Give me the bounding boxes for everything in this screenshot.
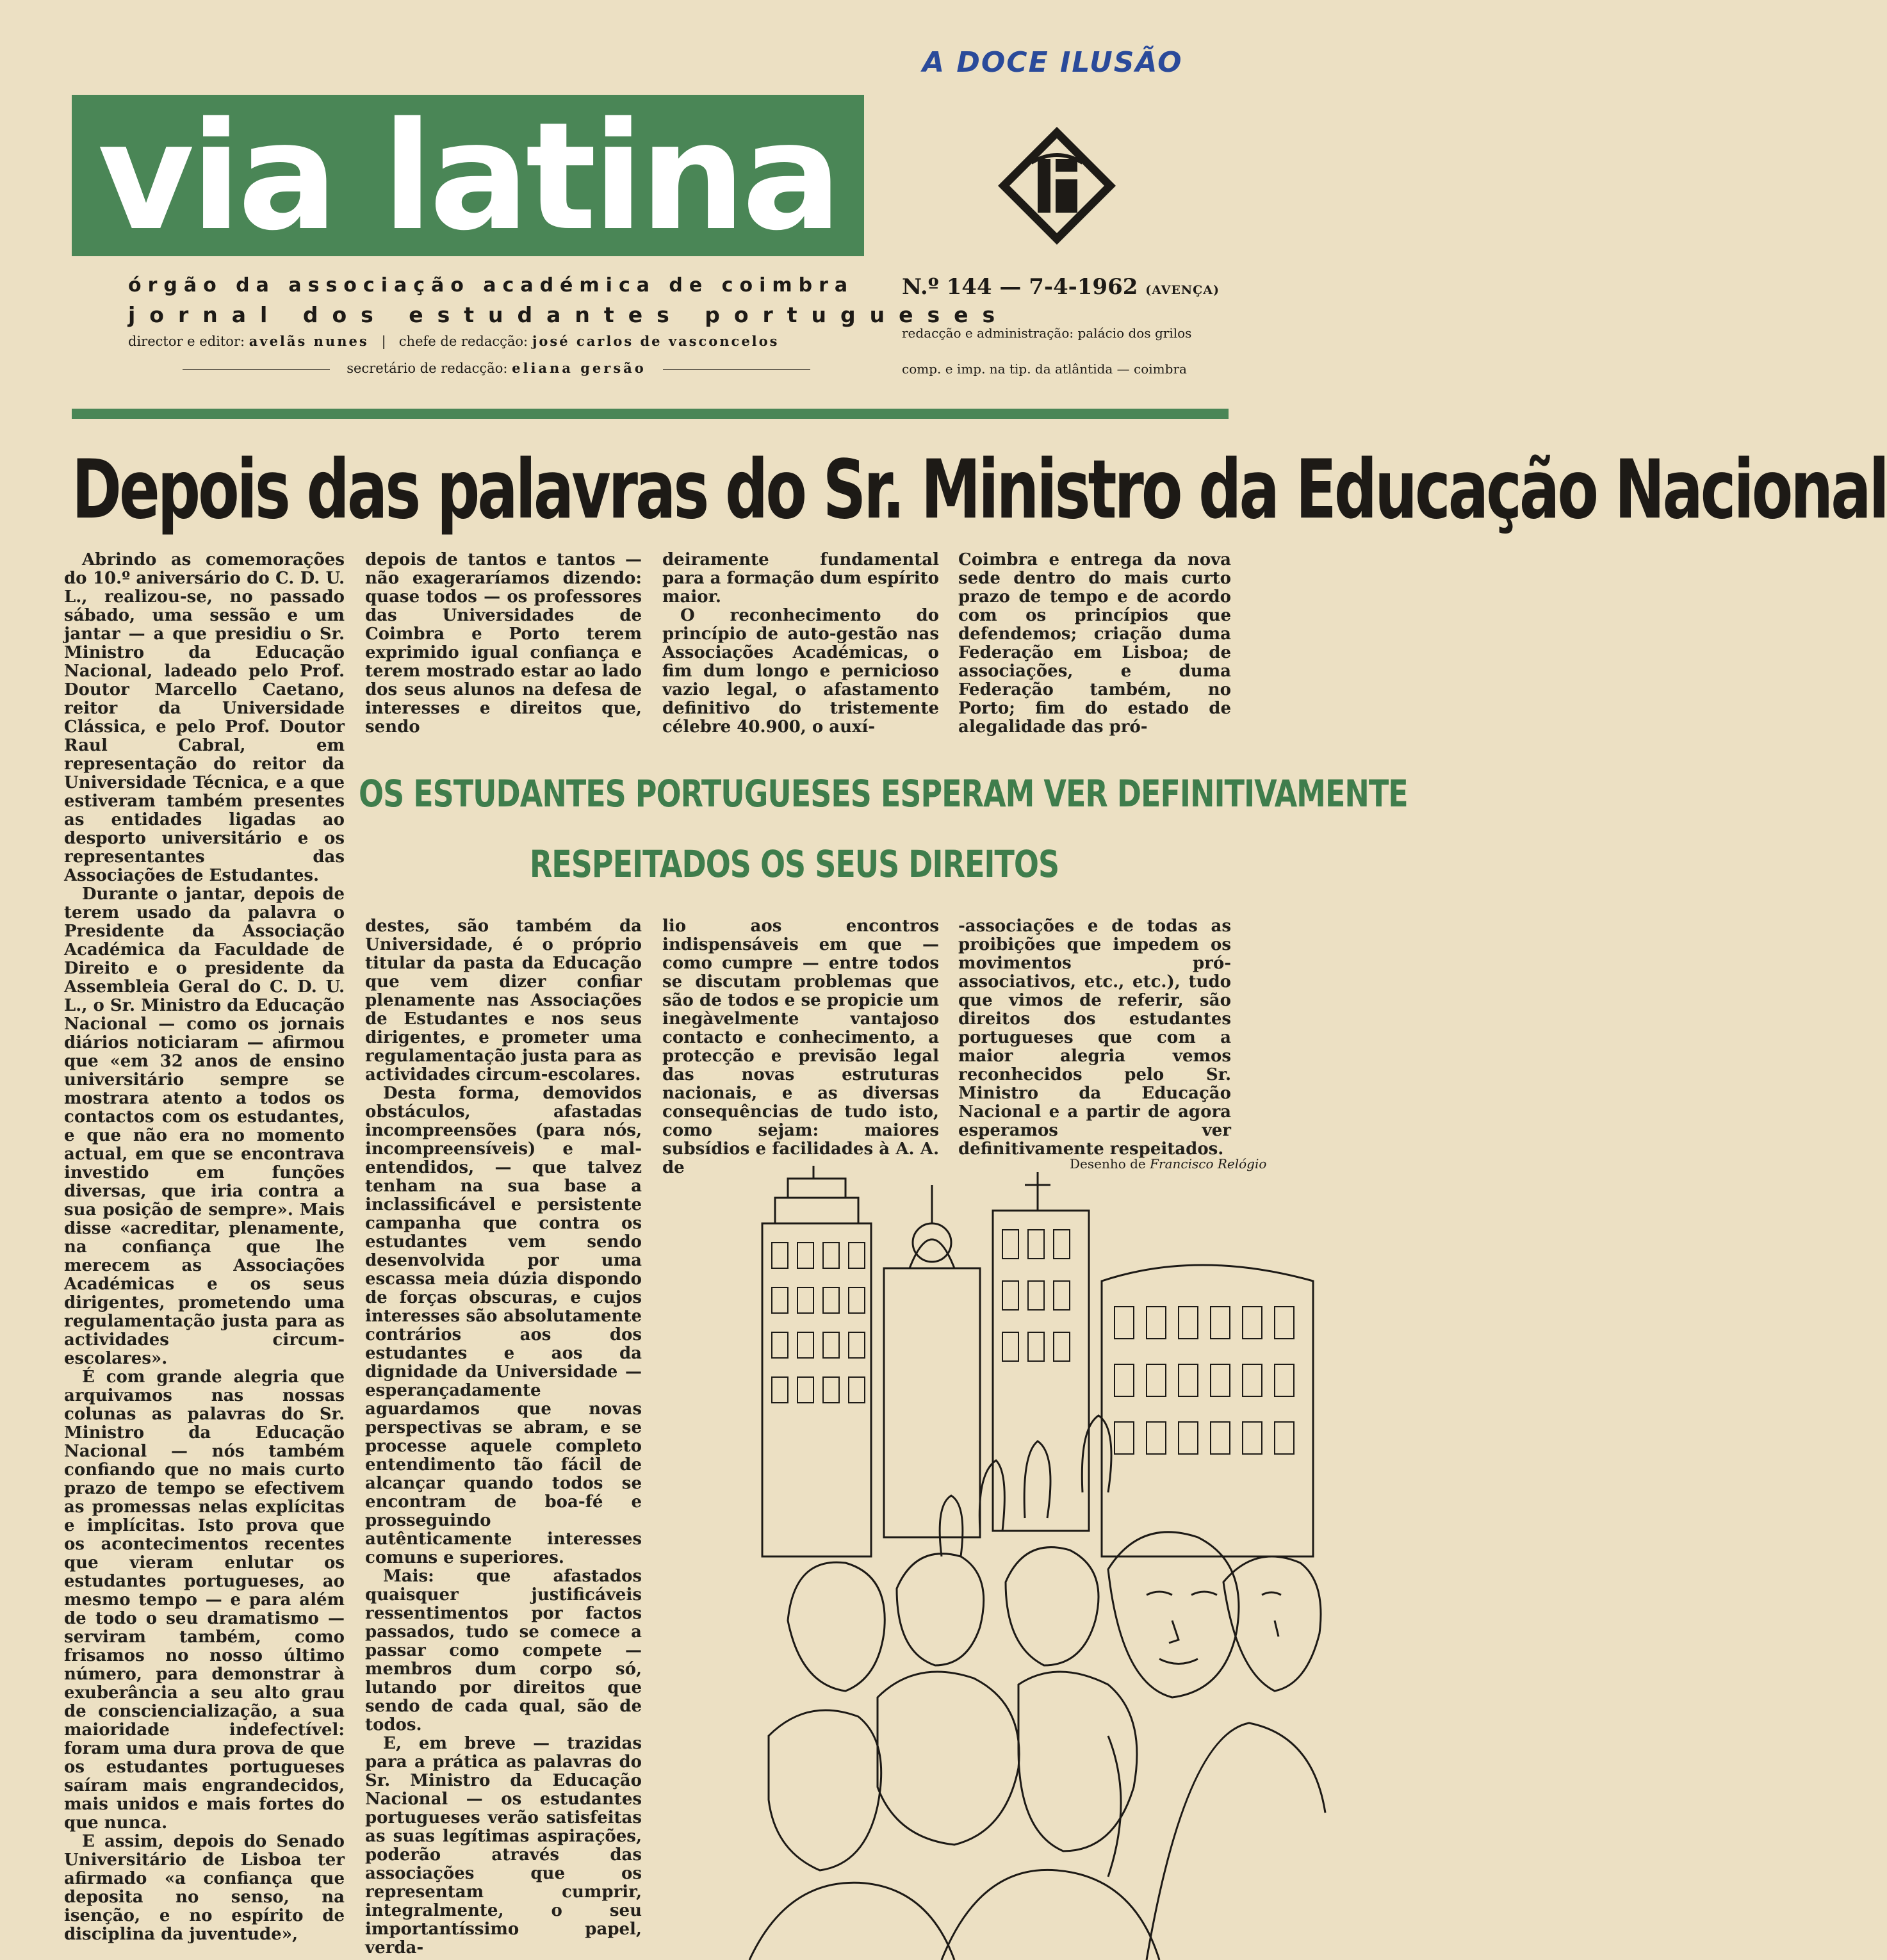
caption-prefix: Desenho de bbox=[1070, 1156, 1146, 1172]
article-column-3-top bbox=[662, 551, 939, 737]
subheadline-line-1: OS ESTUDANTES PORTUGUESES ESPERAM VER DEFINITIVAMENTE bbox=[359, 772, 1408, 815]
subheadline-line-2: RESPEITADOS OS SEUS DIREITOS bbox=[529, 842, 1059, 886]
director-label: director e editor: bbox=[128, 334, 245, 349]
secretary-name: eliana gersão bbox=[512, 360, 646, 376]
masthead-banner bbox=[72, 90, 864, 263]
secretary-line bbox=[128, 360, 865, 376]
issue-avenca: (AVENÇA) bbox=[1145, 283, 1220, 297]
article-column-4-top bbox=[958, 551, 1231, 737]
caption-artist: Francisco Relógio bbox=[1150, 1156, 1267, 1172]
issue-date: N.º 144 — 7-4-1962 bbox=[902, 274, 1138, 300]
academic-association-emblem bbox=[993, 122, 1121, 250]
article-column-2-top bbox=[365, 551, 642, 737]
article-paragraph: deiramente fundamental para a formação dum espírito maior. bbox=[662, 550, 939, 607]
article-paragraph: lio aos encontros indispensáveis em que — como cumpre — entre todos se discutam problemas que são de todos e se propicie um inegàvelmente vantajoso contacto e conhecimento, a protecção e previsão legal das novas estruturas nacionais, e as diversas consequências de tudo isto, como sejam: maiores subsídios e facilidades à A. A. de bbox=[662, 917, 939, 1177]
students-crowd-illustration bbox=[749, 1172, 1325, 1960]
article-column-4-bottom bbox=[958, 917, 1231, 1159]
article-paragraph: Coimbra e entrega da nova sede dentro do mais curto prazo de tempo e de acordo com os princípios que defendemos; criação duma Federação em Lisboa; de associações, e duma Federação também, no Porto; fim do estado de alegalidade das pró- bbox=[958, 550, 1231, 737]
staff-line: director e editor: avelãs nunes | chefe de redacção: josé carlos de vasconcelos bbox=[128, 333, 780, 349]
article-paragraph: depois de tantos e tantos — não exageraríamos dizendo: quase todos — os professores das Universidades de Coimbra e Porto terem exprimido igual confiança e terem mostrado estar ao lado dos seus alunos na defesa de interesses e direitos que, sendo bbox=[365, 550, 642, 737]
masthead-subtitle-2: jornal dos estudantes portugueses bbox=[128, 302, 1009, 327]
redaccao-line: redacção e administração: palácio dos grilos bbox=[902, 325, 1192, 341]
article-paragraph: Mais: que afastados quaisquer justificáveis ressentimentos por factos passados, tudo se comece a passar como compete — membros dum corpo só, lutando por direitos que sendo de cada qual, são de todos. bbox=[365, 1567, 642, 1735]
chief-name: josé carlos de vasconcelos bbox=[532, 333, 780, 349]
article-paragraph: E assim, depois do Senado Universitário de Lisboa ter afirmado «a confiança que deposita no senso, na isenção, e no espírito de disciplina da juventude», bbox=[64, 1832, 345, 1944]
issue-number bbox=[902, 274, 1261, 300]
article-paragraph: destes, são também da Universidade, é o próprio titular da pasta da Educação que vem dizer confiar plenamente nas Associações de Estudantes e nos seus dirigentes, e prometer uma regulamentação justa para as actividades circum-escolares. bbox=[365, 917, 642, 1084]
article-column-2-bottom bbox=[365, 917, 642, 1957]
secretary-label: secretário de redacção: bbox=[347, 361, 508, 376]
illustration-caption bbox=[1070, 1156, 1326, 1172]
article-paragraph: É com grande alegria que arquivamos nas nossas colunas as palavras do Sr. Ministro da Educação Nacional — nós também confiando que no mais curto prazo de tempo se efectivem as promessas nelas explícitas e implícitas. Isto prova que os acontecimentos recentes que vieram enlutar os estudantes portugueses, ao mesmo tempo — e para além de todo o seu dramatismo — serviram também, como frisamos no nosso último número, para demonstrar à exuberância a seu alto grau de consciencialização, a sua maioridade indefectível: foram uma dura prova de que os estudantes portugueses saíram mais engrandecidos, mais unidos e mais fortes do que nunca. bbox=[64, 1368, 345, 1833]
printer-line: comp. e imp. na tip. da atlântida — coimbra bbox=[902, 361, 1187, 377]
article-paragraph: Abrindo as comemorações do 10.º aniversário do C. D. U. L., realizou-se, no passado sábado, uma sessão e um jantar — a que presidiu o Sr. Ministro da Educação Nacional, ladeado pelo Prof. Doutor Marcello Caetano, reitor da Universidade Clássica, e pelo Prof. Doutor Raul Cabral, em representação do reitor da Universidade Técnica, e a que estiveram também presentes as entidades ligadas ao desporto universitário e os representantes das Associações de Estudantes. bbox=[64, 550, 345, 885]
chief-label: chefe de redacção: bbox=[398, 334, 528, 349]
masthead-title: via latina bbox=[97, 90, 838, 263]
article-paragraph: -associações e de todas as proibições que impedem os movimentos pró-associativos, etc., etc.), tudo que vimos de referir, são direitos dos estudantes portugueses que com a maior alegria vemos reconhecidos pelo Sr. Ministro da Educação Nacional e a partir de agora esperamos ver definitivamente respeitados. bbox=[958, 917, 1231, 1159]
article-paragraph: Durante o jantar, depois de terem usado da palavra o Presidente da Associação Académica da Faculdade de Direito e o presidente da Assembleia Geral do C. D. U. L., o Sr. Ministro da Educação Nacional — como os jornais diários noticiaram — afirmou que «em 32 anos de ensino universitário sempre se mostrara atento a todos os contactos com os estudantes, e que não era no momento actual, em que se encontrava investido em funções diversas, que iria contra a sua posição de sempre». Mais disse «acreditar, plenamente, na confiança que lhe merecem as Associações Académicas e os seus dirigentes, prometendo uma regulamentação justa para as actividades circum-escolares». bbox=[64, 885, 345, 1368]
article-paragraph: O reconhecimento do princípio de auto-gestão nas Associações Académicas, o fim dum longo e pernicioso vazio legal, o afastamento definitivo do tristemente célebre 40.900, o auxí- bbox=[662, 606, 939, 737]
green-divider bbox=[72, 409, 1229, 419]
director-name: avelãs nunes bbox=[249, 333, 369, 349]
handwritten-note: A DOCE ILUSÃO bbox=[922, 46, 1183, 79]
article-paragraph: Desta forma, demovidos obstáculos, afastadas incompreensões (para nós, incompreensíveis) e mal-entendidos, — que talvez tenham na sua base a inclassificável e persistente campanha que contra os estudantes vem sendo desenvolvida por uma escassa meia dúzia dispondo de forças obscuras, e cujos interesses são absolutamente contrários aos dos estudantes e aos da dignidade da Universidade — esperançadamente aguardamos que novas perspectivas se abram, e se processe aquele completo entendimento tão fácil de alcançar quando todos se encontram de boa-fé e prosseguindo autênticamente interesses comuns e superiores. bbox=[365, 1084, 642, 1567]
article-column-1 bbox=[64, 551, 345, 1944]
article-column-3-bottom bbox=[662, 917, 939, 1177]
article-paragraph: E, em breve — trazidas para a prática as palavras do Sr. Ministro da Educação Nacional — os estudantes portugueses verão satisfeitas as suas legítimas aspirações, poderão através das associações que os representam cumprir, integralmente, o seu importantíssimo papel, verda- bbox=[365, 1734, 642, 1957]
main-headline: Depois das palavras do Sr. Ministro da Educação Nacional bbox=[72, 443, 1887, 537]
masthead-subtitle-1: órgão da associação académica de coimbra bbox=[128, 274, 854, 297]
